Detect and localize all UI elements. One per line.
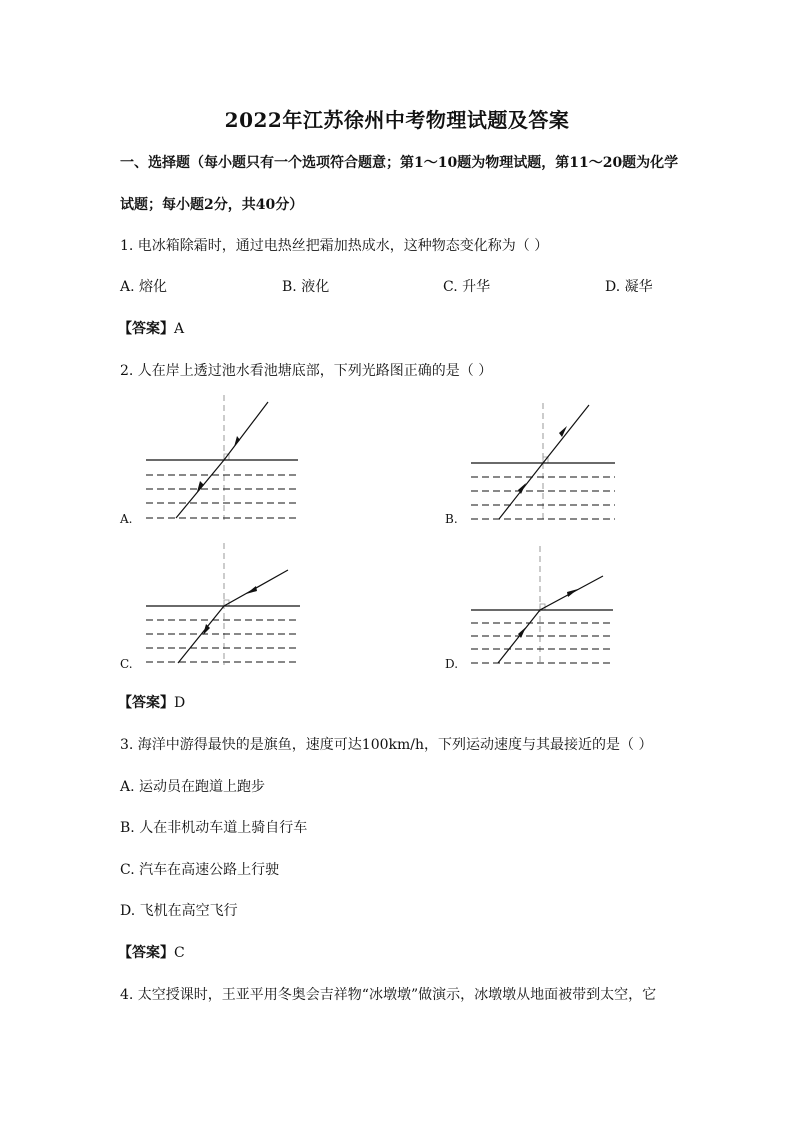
answer-label: 【答案】 <box>118 321 174 337</box>
answer-value: D <box>174 695 186 711</box>
diagram-b <box>465 395 625 525</box>
question-4-stem: 4. 太空授课时，王亚平用冬奥会吉祥物“冰墩墩”做演示，冰墩墩从地面被带到太空，它 <box>120 987 657 1003</box>
arrow-icon <box>197 481 204 492</box>
question-3-option-b: B. 人在非机动车道上骑自行车 <box>120 820 308 836</box>
arrow-icon <box>567 589 578 597</box>
question-2-answer <box>118 692 185 712</box>
question-1-option-a: A. 熔化 <box>120 279 168 295</box>
diagram-a <box>140 395 310 525</box>
answer-label: 【答案】 <box>118 695 174 711</box>
arrow-icon <box>559 426 567 437</box>
answer-value: A <box>174 321 185 337</box>
diagram-d <box>465 543 625 668</box>
question-3-option-c: C. 汽车在高速公路上行驶 <box>120 862 280 878</box>
question-3-option-a: A. 运动员在跑道上跑步 <box>120 779 266 795</box>
page-title: 2022年江苏徐州中考物理试题及答案 <box>224 108 570 132</box>
answer-value: C <box>174 945 185 961</box>
question-3-answer <box>118 942 185 962</box>
section-heading-line2: 试题；每小题2分，共40分） <box>120 197 304 213</box>
diagram-d-label: D. <box>445 657 459 671</box>
question-1-stem: 1. 电冰箱除霜时，通过电热丝把霜加热成水，这种物态变化称为（ ） <box>120 238 549 254</box>
question-1-option-c: C. 升华 <box>443 279 491 295</box>
question-1-option-d: D. 凝华 <box>605 279 653 295</box>
diagram-c <box>140 543 305 668</box>
answer-label: 【答案】 <box>118 945 174 961</box>
diagram-b-label: B. <box>445 512 458 526</box>
light-ray <box>499 405 589 519</box>
question-2-stem: 2. 人在岸上透过池水看池塘底部，下列光路图正确的是（ ） <box>120 363 493 379</box>
light-ray <box>498 576 603 663</box>
light-ray <box>178 570 288 663</box>
question-3-option-d: D. 飞机在高空飞行 <box>120 903 238 919</box>
arrow-icon <box>203 624 210 635</box>
diagram-a-label: A. <box>120 512 133 526</box>
diagram-c-label: C. <box>120 657 133 671</box>
arrow-icon <box>234 436 240 447</box>
question-3-stem: 3. 海洋中游得最快的是旗鱼，速度可达100km/h，下列运动速度与其最接近的是（ ） <box>120 737 653 753</box>
arrow-icon <box>246 586 257 594</box>
question-1-answer <box>118 318 184 338</box>
question-1-option-b: B. 液化 <box>282 279 330 295</box>
section-heading-line1: 一、选择题（每小题只有一个选项符合题意；第1～10题为物理试题，第11～20题为化学 <box>120 155 679 171</box>
